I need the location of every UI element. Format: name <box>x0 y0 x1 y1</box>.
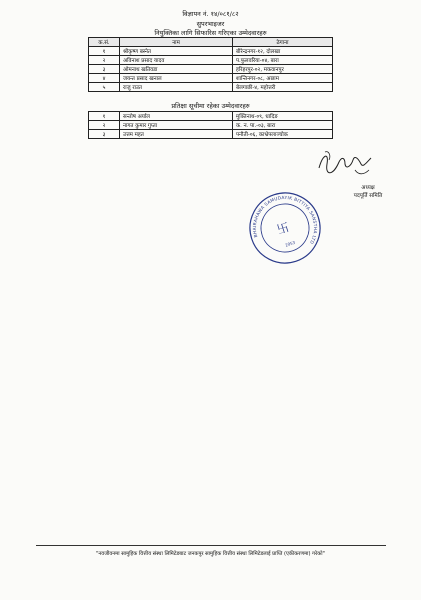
cell-name: अविनाश प्रसाद यादव <box>120 56 233 65</box>
signatory-block <box>343 184 393 200</box>
footer-divider <box>36 545 386 546</box>
signature <box>315 146 375 182</box>
cell-sn: २ <box>89 121 120 130</box>
cell-address: बीरेन्द्रनगर-१२, दोलखा <box>233 47 333 56</box>
table-row <box>89 112 333 121</box>
header-address: ठेगाना <box>233 38 333 47</box>
cell-address: शान्तिनगर-०८, अछाम <box>233 74 333 83</box>
cell-address: हरिहरपुर-०२, मकवानपुर <box>233 65 333 74</box>
table-row <box>89 74 333 83</box>
cell-name: सन्तोष अर्याल <box>120 112 233 121</box>
table-header-row <box>89 38 333 47</box>
cell-address: मुक्तिनाथ-०९, धादिङ <box>233 112 333 121</box>
cell-name: राजु राउत <box>120 83 233 92</box>
cell-sn: ५ <box>89 83 120 92</box>
signatory-title: अध्यक्ष <box>361 185 375 191</box>
footer-note: "नवजीवनमा सामुहिक वित्तीय संस्था लिमिटेडबाट जनकपुर सामुहिक वित्तीय संस्था लिमिटेडलाई प्राप्ति (एकीकरणमा) गरेको" <box>96 551 325 557</box>
cell-name: श्रीकृष्ण बस्नेत <box>120 47 233 56</box>
cell-sn: १ <box>89 47 120 56</box>
cell-name: जयन्त प्रसाद खनाल <box>120 74 233 83</box>
cell-address: बेलगाछी-४, महोत्तरी <box>233 83 333 92</box>
cell-address: क. न. पा.-०३, बारा <box>233 121 333 130</box>
cell-name: ओमनाथ खतिवडा <box>120 65 233 74</box>
cell-sn: ३ <box>89 65 120 74</box>
waitlist-candidates-table <box>88 111 333 139</box>
table-row <box>89 47 333 56</box>
header-sn: क.सं. <box>89 38 120 47</box>
cell-address: पनौती-०६, काभ्रेपलाञ्चोक <box>233 130 333 139</box>
signatory-subtitle: पदपूर्ति समिति <box>353 193 383 199</box>
table-row <box>89 130 333 139</box>
cell-sn: २ <box>89 56 120 65</box>
waitlist-section-title: प्रतिक्षा सूचीमा रहेका उम्मेदवारहरु <box>171 102 250 110</box>
post-title: सुपरभाइजर <box>196 20 225 28</box>
swastika-icon: 卐 <box>275 220 291 238</box>
cell-address: प.फुलवरिया-०४, बारा <box>233 56 333 65</box>
cell-sn: ३ <box>89 130 120 139</box>
table-row <box>89 56 333 65</box>
table-row <box>89 83 333 92</box>
seal-text: BHAIRAHAWA SAMUDAYIK BITTIYA SANSTHA LTD <box>252 195 318 245</box>
seal-year: 2053 <box>284 239 296 248</box>
table-row <box>89 65 333 74</box>
table-row <box>89 121 333 130</box>
cell-sn: १ <box>89 112 120 121</box>
cell-name: उत्तम महत <box>120 130 233 139</box>
selected-section-title: नियुक्तिका लागि सिफारिस गरिएका उम्मेदवारहरु <box>154 29 267 37</box>
advertisement-number: विज्ञापन नं. १४/०८१/८२ <box>182 10 239 18</box>
cell-sn: ४ <box>89 74 120 83</box>
header-name: नाम <box>120 38 233 47</box>
selected-candidates-table <box>88 37 333 92</box>
cell-name: नागत कुमार गुप्ता <box>120 121 233 130</box>
institution-seal <box>247 190 323 266</box>
